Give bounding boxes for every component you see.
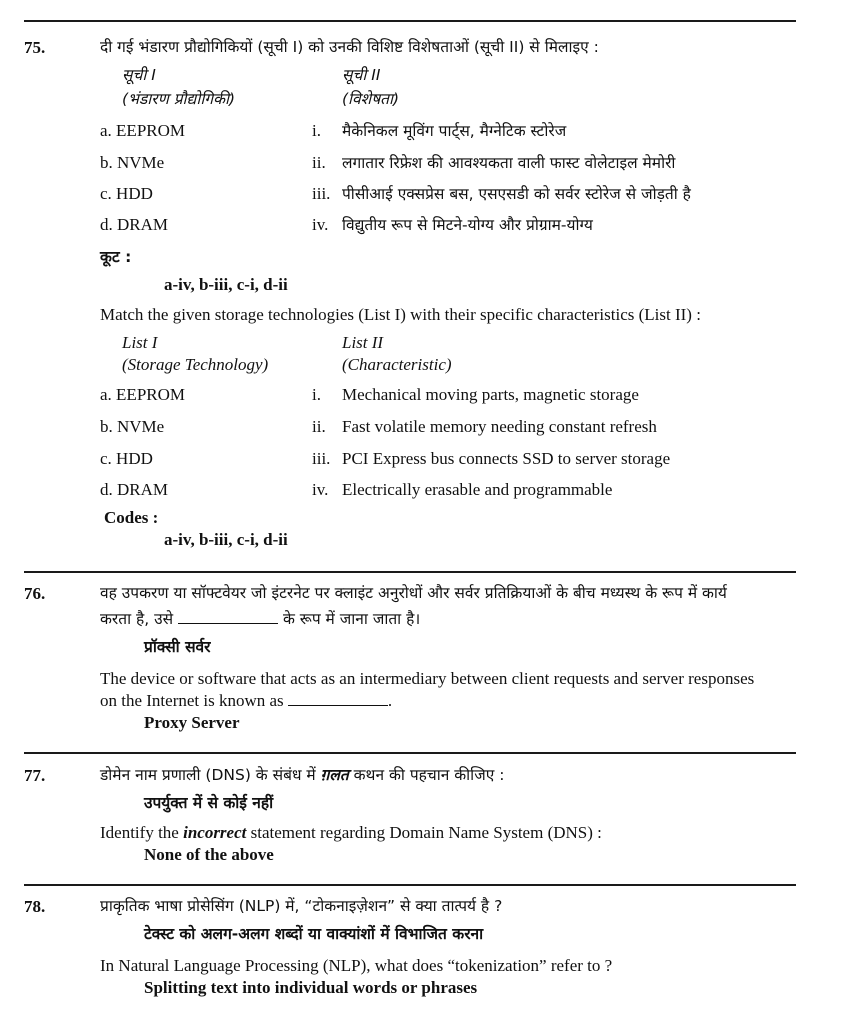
english-list1-title: List I xyxy=(122,333,158,352)
hindi-row-left: d. DRAM xyxy=(100,215,169,234)
hindi-answer: टेक्स्ट को अलग-अलग शब्दों या वाक्यांशों में विभाजित करना xyxy=(144,925,484,943)
english-row-right: Mechanical moving parts, magnetic storage xyxy=(342,385,639,404)
hindi-codes-label: कूट : xyxy=(100,248,132,266)
hindi-row-num: ii. xyxy=(312,153,326,172)
divider xyxy=(24,571,796,573)
hindi-row-left: b. NVMe xyxy=(100,153,165,172)
hindi-row-right: विद्युतीय रूप से मिटने-योग्य और प्रोग्राम-योग्य xyxy=(342,216,593,234)
english-list2-subtitle: (Characteristic) xyxy=(342,355,452,374)
top-divider xyxy=(24,20,796,22)
english-question-suffix: statement regarding Domain Name System (DNS) : xyxy=(250,823,602,842)
english-question-line1: The device or software that acts as an intermediary between client requests and server responses xyxy=(100,669,755,688)
question-number: 77. xyxy=(24,766,46,785)
hindi-list2-subtitle: (विशेषता) xyxy=(342,90,400,108)
hindi-row-right: लगातार रिफ्रेश की आवश्यकता वाली फास्ट वोलेटाइल मेमोरी xyxy=(342,154,676,172)
hindi-row-right: पीसीआई एक्सप्रेस बस, एसएसडी को सर्वर स्टोरेज से जोड़ती है xyxy=(342,185,691,203)
english-row-left: a. EEPROM xyxy=(100,385,185,404)
question-number: 76. xyxy=(24,584,46,603)
english-codes-label: Codes : xyxy=(104,508,159,527)
hindi-list2-title: सूची II xyxy=(342,66,381,84)
english-row-left: c. HDD xyxy=(100,449,153,468)
hindi-question-prefix: करता है, उसे xyxy=(100,610,174,628)
fill-blank xyxy=(288,691,388,706)
english-row-left: b. NVMe xyxy=(100,417,165,436)
english-question: In Natural Language Processing (NLP), what does “tokenization” refer to ? xyxy=(100,956,613,975)
question-number: 75. xyxy=(24,38,46,57)
hindi-emphasis: ग़लत xyxy=(320,766,349,784)
english-answer: Splitting text into individual words or phrases xyxy=(144,978,478,997)
hindi-row-left: a. EEPROM xyxy=(100,121,185,140)
hindi-question: प्राकृतिक भाषा प्रोसेसिंग (NLP) में, “टोकनाइज़ेशन” से क्या तात्पर्य है ? xyxy=(100,897,503,915)
english-question-prefix: Identify the xyxy=(100,823,179,842)
hindi-question: दी गई भंडारण प्रौद्योगिकियों (सूची I) को उनकी विशिष्ट विशेषताओं (सूची II) से मिलाइए : xyxy=(100,38,599,56)
english-row-num: iv. xyxy=(312,480,329,499)
english-question-line2 xyxy=(100,690,392,712)
hindi-question-suffix: के रूप में जाना जाता है। xyxy=(282,610,421,628)
english-row-right: Fast volatile memory needing constant refresh xyxy=(342,417,657,436)
hindi-row-num: iv. xyxy=(312,215,329,234)
english-row-right: PCI Express bus connects SSD to server storage xyxy=(342,449,671,468)
hindi-list1-title: सूची I xyxy=(122,66,156,84)
english-list1-subtitle: (Storage Technology) xyxy=(122,355,269,374)
english-row-num: i. xyxy=(312,385,321,404)
english-list2-title: List II xyxy=(342,333,384,352)
hindi-question-suffix: कथन की पहचान कीजिए : xyxy=(353,766,505,784)
hindi-question-prefix: डोमेन नाम प्रणाली (DNS) के संबंध में xyxy=(100,766,316,784)
english-row-left: d. DRAM xyxy=(100,480,169,499)
fill-blank xyxy=(178,609,278,624)
question-number: 78. xyxy=(24,897,46,916)
hindi-question xyxy=(100,764,504,786)
hindi-row-num: iii. xyxy=(312,184,331,203)
hindi-answer: उपर्युक्त में से कोई नहीं xyxy=(144,794,274,812)
english-answer: None of the above xyxy=(144,845,274,864)
english-question: Match the given storage technologies (List I) with their specific characteristics (List II) : xyxy=(100,305,701,324)
english-question-prefix: on the Internet is known as xyxy=(100,691,284,710)
hindi-row-left: c. HDD xyxy=(100,184,153,203)
english-question-suffix: . xyxy=(387,691,393,710)
hindi-row-right: मैकेनिकल मूविंग पार्ट्स, मैग्नेटिक स्टोरेज xyxy=(342,122,567,140)
hindi-list1-subtitle: (भंडारण प्रौद्योगिकी) xyxy=(122,90,236,108)
english-answer: Proxy Server xyxy=(144,713,240,732)
english-answer: a-iv, b-iii, c-i, d-ii xyxy=(164,530,288,549)
english-question xyxy=(100,822,602,844)
english-row-num: ii. xyxy=(312,417,326,436)
english-emphasis: incorrect xyxy=(183,823,247,842)
english-row-num: iii. xyxy=(312,449,331,468)
divider xyxy=(24,752,796,754)
hindi-question-line1: वह उपकरण या सॉफ्टवेयर जो इंटरनेट पर क्लाइंट अनुरोधों और सर्वर प्रतिक्रियाओं के बीच मध्यस्थ के रूप में कार्य xyxy=(100,584,727,602)
divider xyxy=(24,884,796,886)
hindi-row-num: i. xyxy=(312,121,321,140)
hindi-question-line2 xyxy=(100,608,420,630)
hindi-answer: a-iv, b-iii, c-i, d-ii xyxy=(164,275,288,294)
english-row-right: Electrically erasable and programmable xyxy=(342,480,613,499)
hindi-answer: प्रॉक्सी सर्वर xyxy=(144,638,211,656)
